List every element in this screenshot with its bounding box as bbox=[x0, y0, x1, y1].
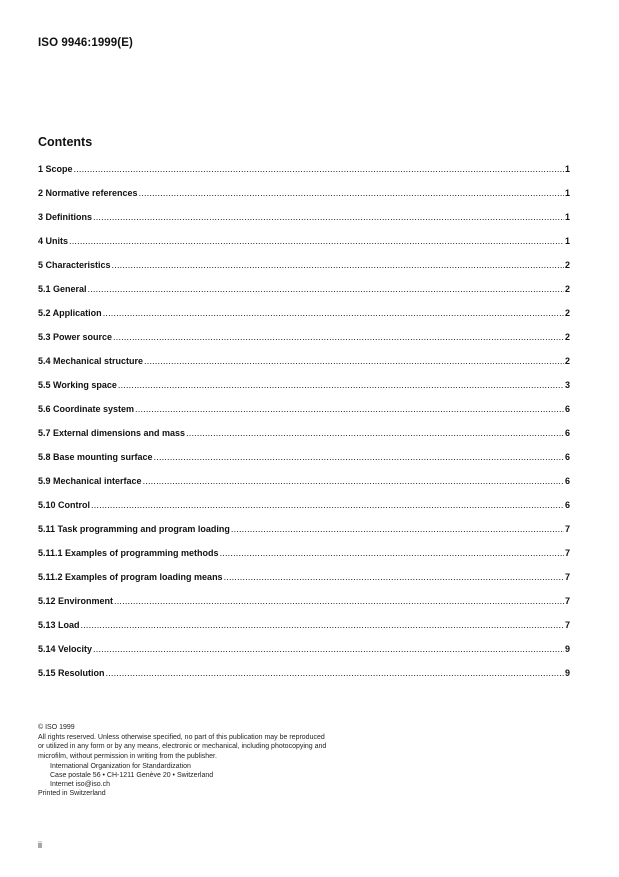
toc-entry-page: 7 bbox=[564, 548, 570, 558]
page-number: ii bbox=[38, 840, 42, 850]
organization-name: International Organization for Standardization bbox=[50, 762, 191, 770]
toc-dot-leader bbox=[114, 596, 564, 606]
toc-dot-leader bbox=[69, 236, 564, 246]
rights-line-2: or utilized in any form or by any means, electronic or mechanical, including photocopying and bbox=[38, 743, 327, 751]
toc-entry-label: 5.14 Velocity bbox=[38, 644, 93, 654]
toc-entry[interactable] bbox=[38, 572, 570, 596]
toc-entry-label: 3 Definitions bbox=[38, 212, 93, 222]
toc-entry-label: 5.2 Application bbox=[38, 308, 102, 318]
toc-entry-label: 5.13 Load bbox=[38, 620, 80, 630]
toc-entry-label: 5 Characteristics bbox=[38, 260, 111, 270]
toc-dot-leader bbox=[74, 164, 564, 174]
toc-dot-leader bbox=[93, 644, 564, 654]
toc-entry-page: 2 bbox=[564, 284, 570, 294]
organization-address: Case postale 56 • CH-1211 Genève 20 • Switzerland bbox=[50, 772, 214, 780]
toc-dot-leader bbox=[103, 308, 564, 318]
toc-entry-label: 5.9 Mechanical interface bbox=[38, 476, 142, 486]
toc-dot-leader bbox=[88, 284, 564, 294]
toc-entry-page: 6 bbox=[564, 500, 570, 510]
toc-entry-label: 5.11.1 Examples of programming methods bbox=[38, 548, 219, 558]
toc-entry[interactable] bbox=[38, 236, 570, 260]
toc-entry[interactable] bbox=[38, 500, 570, 524]
toc-entry[interactable] bbox=[38, 428, 570, 452]
toc-entry-page: 6 bbox=[564, 452, 570, 462]
toc-entry-page: 1 bbox=[564, 212, 570, 222]
toc-entry[interactable] bbox=[38, 260, 570, 284]
toc-dot-leader bbox=[91, 500, 564, 510]
toc-entry[interactable] bbox=[38, 332, 570, 356]
toc-dot-leader bbox=[154, 452, 564, 462]
toc-entry-label: 5.10 Control bbox=[38, 500, 91, 510]
toc-entry-page: 6 bbox=[564, 476, 570, 486]
toc-entry-label: 5.7 External dimensions and mass bbox=[38, 428, 186, 438]
toc-entry[interactable] bbox=[38, 524, 570, 548]
toc-dot-leader bbox=[135, 404, 564, 414]
copyright-block bbox=[38, 723, 458, 799]
toc-entry[interactable] bbox=[38, 476, 570, 500]
toc-entry-label: 5.1 General bbox=[38, 284, 87, 294]
toc-entry-page: 2 bbox=[564, 260, 570, 270]
toc-dot-leader bbox=[143, 476, 564, 486]
toc-entry-page: 7 bbox=[564, 524, 570, 534]
toc-dot-leader bbox=[144, 356, 564, 366]
toc-entry-label: 5.15 Resolution bbox=[38, 668, 105, 678]
toc-entry-label: 1 Scope bbox=[38, 164, 73, 174]
toc-entry-page: 1 bbox=[564, 236, 570, 246]
toc-entry-page: 6 bbox=[564, 404, 570, 414]
toc-entry[interactable] bbox=[38, 452, 570, 476]
toc-entry[interactable] bbox=[38, 668, 570, 692]
contents-heading: Contents bbox=[38, 135, 93, 149]
toc-entry-label: 5.5 Working space bbox=[38, 380, 117, 390]
toc-entry[interactable] bbox=[38, 308, 570, 332]
toc-entry[interactable] bbox=[38, 284, 570, 308]
toc-entry-label: 4 Units bbox=[38, 236, 69, 246]
toc-entry[interactable] bbox=[38, 644, 570, 668]
toc-entry-label: 2 Normative references bbox=[38, 188, 138, 198]
toc-entry[interactable] bbox=[38, 596, 570, 620]
toc-entry-page: 7 bbox=[564, 596, 570, 606]
toc-entry[interactable] bbox=[38, 212, 570, 236]
toc-dot-leader bbox=[139, 188, 564, 198]
toc-dot-leader bbox=[93, 212, 564, 222]
toc-entry[interactable] bbox=[38, 548, 570, 572]
toc-dot-leader bbox=[113, 332, 564, 342]
toc-entry-label: 5.6 Coordinate system bbox=[38, 404, 135, 414]
toc-entry-page: 7 bbox=[564, 620, 570, 630]
rights-line-1: All rights reserved. Unless otherwise specified, no part of this publication may be reproduced bbox=[38, 734, 325, 742]
toc-entry[interactable] bbox=[38, 188, 570, 212]
toc-entry[interactable] bbox=[38, 380, 570, 404]
toc-entry-label: 5.12 Environment bbox=[38, 596, 114, 606]
toc-entry[interactable] bbox=[38, 620, 570, 644]
toc-entry-page: 6 bbox=[564, 428, 570, 438]
toc-dot-leader bbox=[186, 428, 564, 438]
toc-entry-label: 5.11.2 Examples of program loading means bbox=[38, 572, 223, 582]
toc-entry[interactable] bbox=[38, 164, 570, 188]
toc-dot-leader bbox=[224, 572, 564, 582]
toc-entry-label: 5.3 Power source bbox=[38, 332, 113, 342]
document-id: ISO 9946:1999(E) bbox=[38, 37, 133, 49]
table-of-contents bbox=[38, 164, 570, 692]
printed-in: Printed in Switzerland bbox=[38, 790, 106, 798]
toc-dot-leader bbox=[106, 668, 564, 678]
copyright-notice: © ISO 1999 bbox=[38, 724, 75, 731]
toc-entry-page: 3 bbox=[564, 380, 570, 390]
organization-internet: Internet iso@iso.ch bbox=[50, 781, 111, 789]
toc-entry-page: 2 bbox=[564, 356, 570, 366]
toc-entry-page: 2 bbox=[564, 308, 570, 318]
toc-dot-leader bbox=[112, 260, 564, 270]
toc-dot-leader bbox=[231, 524, 564, 534]
toc-entry-label: 5.11 Task programming and program loading bbox=[38, 524, 230, 534]
toc-entry-page: 1 bbox=[564, 164, 570, 174]
rights-line-3: microfilm, without permission in writing from the publisher. bbox=[38, 752, 217, 760]
toc-dot-leader bbox=[118, 380, 564, 390]
toc-dot-leader bbox=[81, 620, 564, 630]
toc-entry[interactable] bbox=[38, 404, 570, 428]
toc-entry-label: 5.4 Mechanical structure bbox=[38, 356, 144, 366]
toc-entry-page: 7 bbox=[564, 572, 570, 582]
toc-dot-leader bbox=[220, 548, 564, 558]
toc-entry-label: 5.8 Base mounting surface bbox=[38, 452, 153, 462]
toc-entry-page: 2 bbox=[564, 332, 570, 342]
toc-entry-page: 1 bbox=[564, 188, 570, 198]
toc-entry-page: 9 bbox=[564, 668, 570, 678]
toc-entry-page: 9 bbox=[564, 644, 570, 654]
toc-entry[interactable] bbox=[38, 356, 570, 380]
